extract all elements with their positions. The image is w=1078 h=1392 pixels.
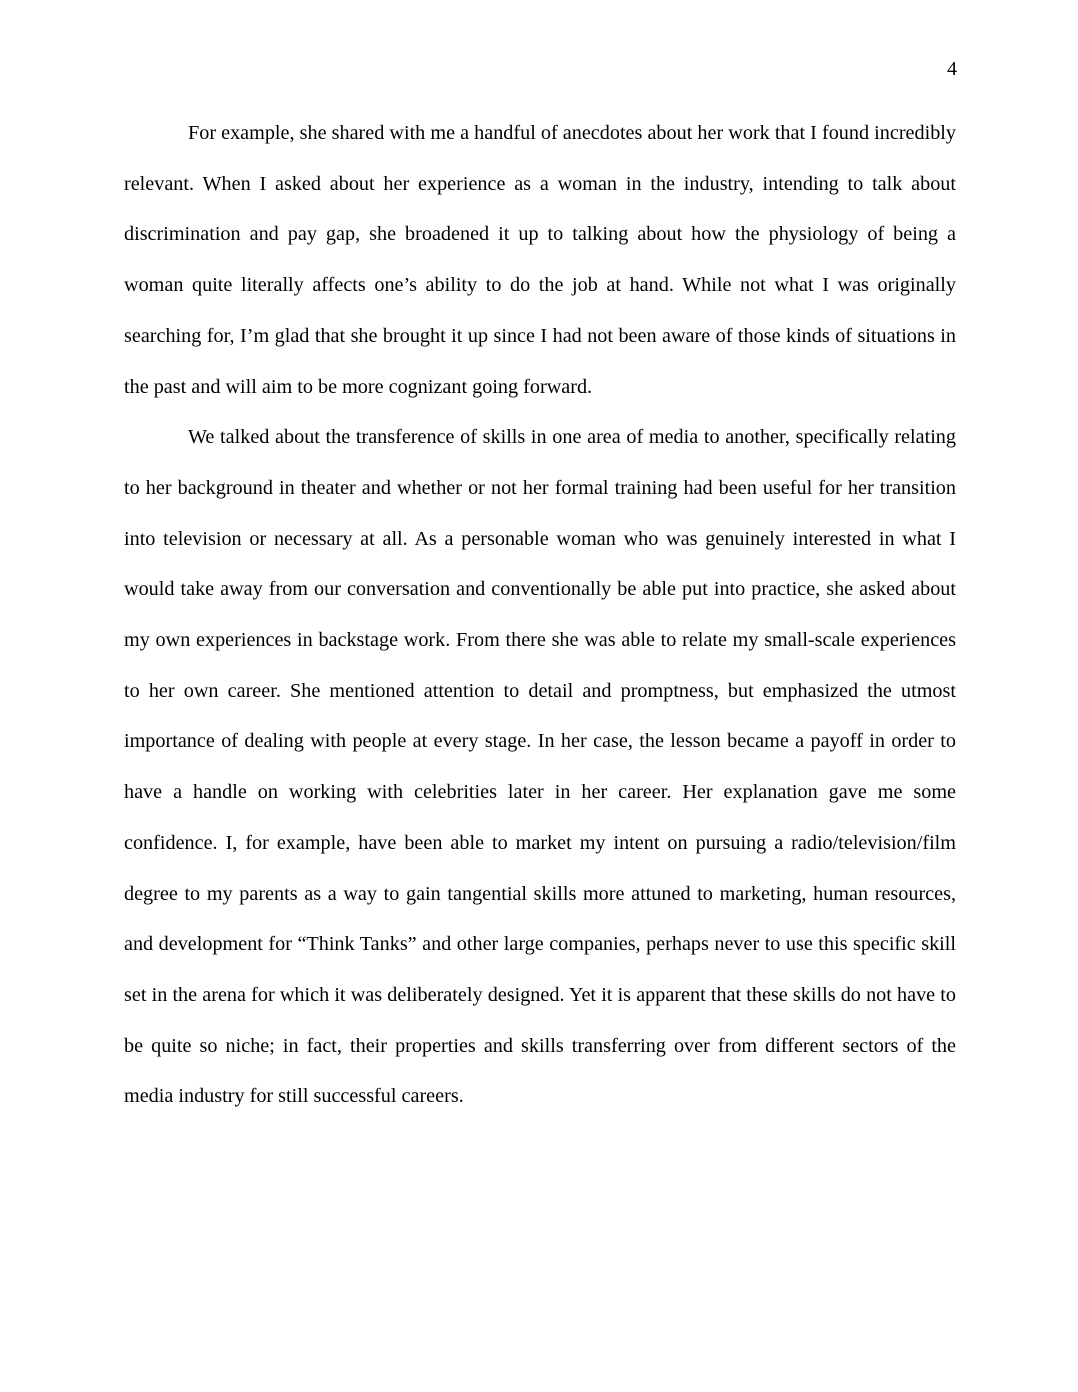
body-text [124, 108, 956, 1122]
paragraph-anecdotes: For example, she shared with me a handful of anecdotes about her work that I found incredibly relevant. When I asked about her experience as a woman in the industry, intending to talk about discrimination and pay gap, she broadened it up to talking about how the physiology of being a woman quite literally affects one’s ability to do the job at hand. While not what I was originally searching for, I’m glad that she brought it up since I had not been aware of those kinds of situations in the past and will aim to be more cognizant going forward. [124, 122, 956, 398]
paragraph-transference-of-skills: We talked about the transference of skills in one area of media to another, specifically relating to her background in theater and whether or not her formal training had been useful for her transition into television or necessary at all. As a personable woman who was genuinely interested in what I would take away from our conversation and conventionally be able put into practice, she asked about my own experiences in backstage work. From there she was able to relate my small-scale experiences to her own career. She mentioned attention to detail and promptness, but emphasized the utmost importance of dealing with people at every stage. In her case, the lesson became a payoff in order to have a handle on working with celebrities later in her career. Her explanation gave me some confidence. I, for example, have been able to market my intent on pursuing a radio/television/film degree to my parents as a way to gain tangential skills more attuned to marketing, human resources, and development for “Think Tanks” and other large companies, perhaps never to use this specific skill set in the arena for which it was deliberately designed. Yet it is apparent that these skills do not have to be quite so niche; in fact, their properties and skills transferring over from different sectors of the media industry for still successful careers. [124, 426, 956, 1108]
page-number: 4 [947, 58, 957, 80]
